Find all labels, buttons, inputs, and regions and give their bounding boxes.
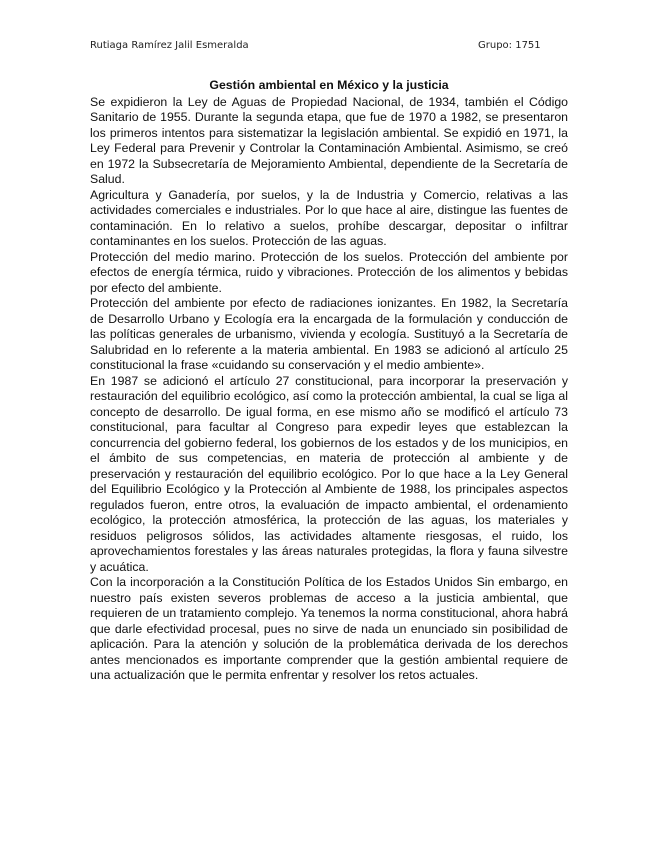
document-body — [90, 78, 568, 684]
paragraph: Se expidieron la Ley de Aguas de Propiedad Nacional, de 1934, también el Código Sanitario de 1955. Durante la segunda etapa, que fue de 1970 a 1982, se presentaron los primeros intentos para sistematizar la legislación ambiental. Se expidió en 1971, la Ley Federal para Prevenir y Controlar la Contaminación Ambiental. Asimismo, se creó en 1972 la Subsecretaría de Mejoramiento Ambiental, dependiente de la Secretaría de Salud. — [90, 94, 568, 186]
document-title: Gestión ambiental en México y la justicia — [209, 78, 449, 92]
paragraph: Protección del medio marino. Protección de los suelos. Protección del ambiente por efectos de energía térmica, ruido y vibraciones. Protección de los alimentos y bebidas por efecto del ambiente. — [90, 249, 568, 295]
author-name: Rutiaga Ramírez Jalil Esmeralda — [90, 40, 249, 51]
paragraph: En 1987 se adicionó el artículo 27 constitucional, para incorporar la preservación y restauración del equilibrio ecológico, así como la protección ambiental, la cual se liga al concepto de desarrollo. De igual forma, en ese mismo año se modificó el artículo 73 constitucional, para facultar al Congreso para expedir leyes que establezcan la concurrencia del gobierno federal, los gobiernos de los estados y de los municipios, en el ámbito de sus competencias, en materia de protección al ambiente y de preservación y restauración del equilibrio ecológico. Por lo que hace a la Ley General del Equilibrio Ecológico y la Protección al Ambiente de 1988, los principales aspectos regulados fueron, entre otros, la evaluación de impacto ambiental, el ordenamiento ecológico, la protección atmosférica, la protección de las aguas, los materiales y residuos peligrosos sólidos, las actividades altamente riesgosas, el ruido, los aprovechamientos forestales y las áreas naturales protegidas, la flora y fauna silvestre y acuática. — [90, 373, 568, 574]
group-number: Grupo: 1751 — [478, 40, 541, 51]
paragraph: Agricultura y Ganadería, por suelos, y la de Industria y Comercio, relativas a las actividades comerciales e industriales. Por lo que hace al aire, distingue las fuentes de contaminación. En lo relativo a suelos, prohíbe descargar, depositar o infiltrar contaminantes en los suelos. Protección de las aguas. — [90, 187, 568, 248]
paragraph: Con la incorporación a la Constitución Política de los Estados Unidos Sin embargo, en nuestro país existen severos problemas de acceso a la justicia ambiental, que requieren de un tratamiento complejo. Ya tenemos la norma constitucional, ahora habrá que darle efectividad procesal, pues no sirve de nada un enunciado sin posibilidad de aplicación. Para la atención y solución de la problemática derivada de los derechos antes mencionados es importante comprender que la gestión ambiental requiere de una actualización que le permita enfrentar y resolver los retos actuales. — [90, 575, 568, 682]
paragraph: Protección del ambiente por efecto de radiaciones ionizantes. En 1982, la Secretaría de Desarrollo Urbano y Ecología era la encargada de la formulación y conducción de las políticas generales de urbanismo, vivienda y ecología. Sustituyó a la Secretaría de Salubridad en lo referente a la materia ambiental. En 1983 se adicionó al artículo 25 constitucional la frase «cuidando su conservación y el medio ambiente». — [90, 296, 568, 372]
